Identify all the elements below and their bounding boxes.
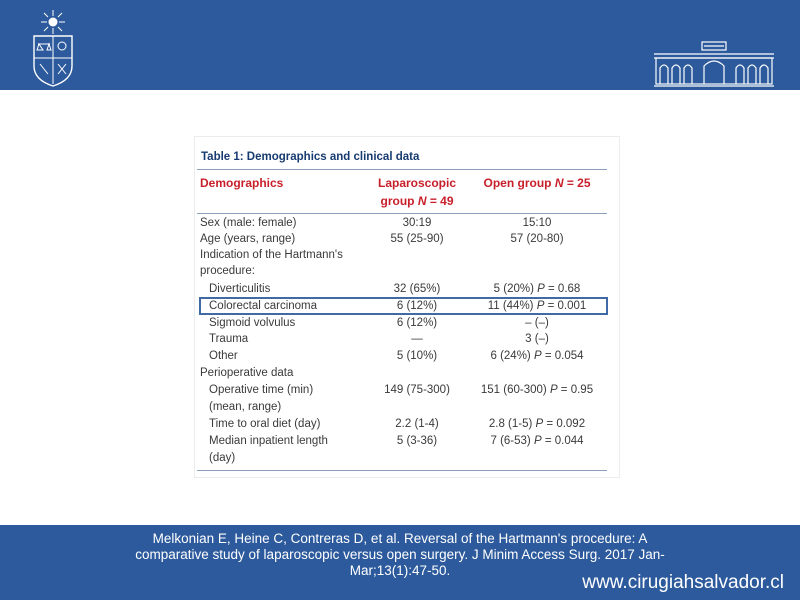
row-label: (day) [209,452,236,464]
table-row [195,450,615,466]
p-label: P [535,418,544,430]
p-value: = 0.054 [541,350,584,362]
row-label: (mean, range) [209,401,282,413]
table-row [195,315,615,331]
table-rule-top [197,169,607,170]
table-row [195,433,615,449]
row-label: Age (years, range) [200,233,296,245]
col2-prefix: group [380,194,418,208]
table-row [195,281,615,297]
row-label: Perioperative data [200,367,294,379]
table-rule-bottom [197,470,607,471]
row-open: 3 (–) [525,333,549,345]
row-laparoscopic: 55 (25-90) [390,233,444,245]
table-row [195,365,615,381]
col3-prefix: Open group [483,176,555,190]
row-open [467,281,607,297]
row-label: procedure: [200,265,255,277]
row-open [467,298,607,314]
row-label: Colorectal carcinoma [209,300,318,312]
column-header-demographics: Demographics [200,176,284,190]
row-laparoscopic: — [411,333,423,345]
table-row [195,247,615,263]
table-row [195,215,615,231]
column-header-open [467,174,607,192]
demographics-table [194,136,620,478]
p-value: = 0.044 [541,435,584,447]
row-open [467,348,607,364]
p-label: P [549,384,558,396]
row-label: Median inpatient length [209,435,328,447]
row-open-value: 151 (60-300) [480,384,550,396]
citation-line3: Mar;13(1):47-50. [349,563,451,578]
p-label: P [533,435,542,447]
row-laparoscopic: 5 (10%) [396,350,438,362]
row-open-value: 2.8 (1-5) [488,418,536,430]
row-label: Trauma [209,333,249,345]
row-laparoscopic: 2.2 (1-4) [395,418,439,430]
row-label: Operative time (min) [209,384,314,396]
row-open: 57 (20-80) [510,233,564,245]
table-row [195,382,615,398]
col2-suffix: = 49 [426,194,454,208]
column-header-laparoscopic-line1: Laparoscopic [377,176,457,190]
table-row [195,348,615,364]
p-label: P [537,283,545,295]
p-value: = 0.68 [544,283,581,295]
row-label: Indication of the Hartmann's [200,249,343,261]
col3-suffix: = 25 [563,176,591,190]
row-laparoscopic: 32 (65%) [393,283,441,295]
row-open-value: 11 (44%) [487,300,537,312]
table-row [195,298,615,314]
table-row [195,231,615,247]
p-value: = 0.092 [543,418,586,430]
table-row [195,331,615,347]
col3-n: N [554,176,564,190]
row-laparoscopic: 30:19 [402,217,432,229]
row-open-value: 7 (6-53) [490,435,534,447]
table-row [195,416,615,432]
row-open-value: 6 (24%) [490,350,534,362]
row-open-value: 5 (20%) [493,283,538,295]
p-label: P [533,350,542,362]
row-laparoscopic: 6 (12%) [396,317,438,329]
row-open [467,433,607,449]
row-laparoscopic: 149 (75-300) [384,384,450,396]
row-open: 15:10 [522,217,552,229]
row-open [467,416,607,432]
row-laparoscopic: 5 (3-36) [396,435,438,447]
row-label: Sex (male: female) [200,217,297,229]
col2-n: N [417,194,427,208]
row-open [467,382,607,398]
row-label: Time to oral diet (day) [209,418,321,430]
table-row [195,263,615,279]
p-value: = 0.95 [557,384,594,396]
row-laparoscopic: 6 (12%) [396,300,438,312]
hospital-building-icon [652,40,776,88]
column-header-laparoscopic [367,174,467,210]
p-value: = 0.001 [544,300,587,312]
table-title: Table 1: Demographics and clinical data [201,151,420,163]
row-label: Diverticulitis [209,283,271,295]
table-rule-header [197,213,607,214]
row-label: Other [209,350,238,362]
p-label: P [536,300,545,312]
university-crest-icon [24,8,82,88]
citation-line2: comparative study of laparoscopic versus open surgery. J Minim Access Surg. 2017 Jan- [135,547,665,562]
website-link[interactable]: www.cirugiahsalvador.cl [582,572,784,593]
row-label: Sigmoid volvulus [209,317,296,329]
row-open: – (–) [525,317,549,329]
column-header-laparoscopic-line2 [367,192,467,210]
citation-line1: Melkonian E, Heine C, Contreras D, et al. Reversal of the Hartmann's procedure: A [152,531,648,546]
header-band [0,0,800,90]
footer-band [0,525,800,600]
table-row [195,399,615,415]
